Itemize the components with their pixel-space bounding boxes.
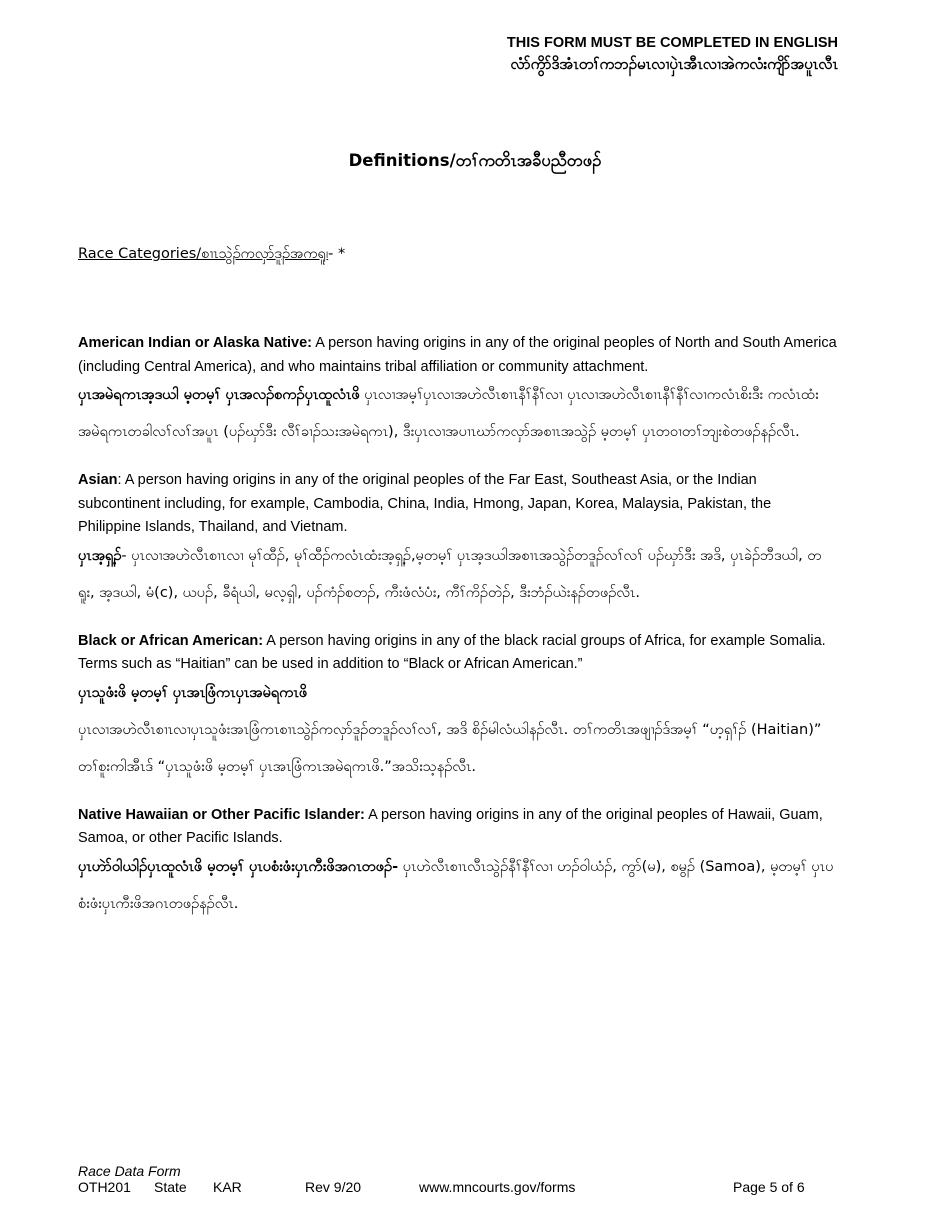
karen-term: ပှၤအ့ရှ့ၣ် — [78, 547, 122, 564]
english-term: Native Hawaiian or Other Pacific Islander: — [78, 806, 365, 823]
page-number: Page 5 of 6 — [733, 1179, 805, 1195]
english-notice: THIS FORM MUST BE COMPLETED IN ENGLISH — [506, 35, 838, 51]
karen-term: ပှၤအမဲရကၤအ့ဒယါ မ့တမ့ၢ် ပှၤအလၣ်စကၣ်ပှၤထူလံၤဖိ — [78, 387, 360, 403]
form-code: OTH201 — [78, 1179, 131, 1195]
race-categories-suffix: - * — [328, 246, 346, 262]
karen-notice: လံာ်ကွိာ်ဒိအံၤတၢ်ကဘၣ်မၤလၢပှဲၤအီၤလၢအဲကလံးကျိာ်အပူၤလီၤ — [510, 55, 838, 73]
form-header — [507, 34, 838, 76]
karen-description: ပှၤဟဲလီၤစၢၤလီၤသွဲၣ်နီၢ်နီၢ်လၢ ဟၣ်ဝါယံၣ်, ကွာ်(မ), စမွၣ် (Samoa), မ့တမ့ၢ် ပှၤပစံးဖံးပှၤကီးဖိအဂၤတဖၣ်နၣ်လီၤ. — [78, 858, 834, 912]
karen-term: ပှၤဟဲာ်ဝါယါၣ်ပှၤထူလံၤဖိ မ့တမ့ၢ် ပှၤပစံးဖံးပှၤကီးဖိအဂၤတဖၣ်- — [78, 858, 399, 875]
page-title: Definitions/တၢ်ကတိၤအခီပညီတဖၣ် — [348, 151, 602, 170]
karen-definition — [78, 849, 838, 923]
karen-definition — [78, 377, 838, 451]
language-code: KAR — [213, 1179, 242, 1195]
karen-description: - ပှၤလၢအဟဲလီၤစၢၤလၢ မုၢ်ထီၣ်, မုၢ်ထီၣ်ကလံၤထံးအ့ရှ့ၣ်,မ့တမ့ၢ် ပှၤအ့ဒယါအစၢၤအသွဲၣ်တဒူၣ်လၢ်လၢ် ပၣ်ဃှာ်ဒီး အဒိ, ပှၤခဲၣ်ဘီဒယါ, တရူး, အ့ဒယါ, မံ(c), ယပၣ်, ခီရံယါ, မလ့ရှါ, ပၣ်ကံၣ်စတၣ်, ကီးဖံလံပံး, ကီၢ်ကိၣ်တဲၣ်, ဒီးဘံၣ်ယဲးနၣ်တဖၣ်လီၤ. — [78, 547, 822, 601]
definition-native-hawaiian — [78, 804, 838, 923]
race-categories-label: Race Categories/စၢၤသွဲၣ်ကလှာ်ဒူၣ်အကရူ၊ — [78, 246, 329, 262]
english-description: : A person having origins in any of the original peoples of the Far East, Southeast Asia, or the Indian subcontinent including, for example, Cambodia, China, India, Hmong, Japan, Korea, Malaysia, Pakistan, the Philippine Islands, Thailand, and Vietnam. — [78, 472, 772, 535]
english-definition — [78, 630, 838, 677]
english-description: A person having origins in any of the original peoples of Hawaii, Guam, Samoa, or other Pacific Islands. — [78, 806, 823, 846]
definition-asian — [78, 469, 838, 612]
english-description: A person having origins in any of the black racial groups of Africa, for example Somalia. Terms such as “Haitian” can be used in addition to “Black or African American.” — [78, 632, 826, 672]
karen-description: ပှၤလၢအမ့ၢ်ပှၤလၢအဟဲလီၤစၢၤနီၢ်နီၢ်လၢ ပှၤလၢအဟဲလီၤစၢၤနီၢ်နီၢ်လၢကလံၤစိးဒီး ကလံၤထံးအမဲရကၤတခါလၢ်လၢ်အပူၤ (ပၣ်ဃှာ်ဒီး လီၢ်ခၢၣ်သးအမဲရကၤ), ဒီးပှၤလၢအပၢၤဃာ်ကလှာ်အစၢၤအသွဲၣ် မ့တမ့ၢ် ပှၤတဝၢတၢ်ဘျးစဲတဖၣ်နၣ်လီၤ. — [78, 387, 819, 440]
english-term: American Indian or Alaska Native: — [78, 335, 312, 351]
definition-american-indian — [78, 332, 838, 451]
form-name: Race Data Form — [78, 1163, 181, 1179]
race-categories-heading — [78, 242, 345, 266]
english-definition — [78, 804, 838, 851]
page-footer — [78, 1163, 858, 1197]
karen-definition — [78, 538, 838, 612]
english-definition — [78, 469, 838, 540]
footer-meta-row — [78, 1179, 858, 1197]
karen-term: ပှၤသူဖံးဖိ မ့တမ့ၢ် ပှၤအၤဖြံကၤပှၤအမဲရကၤဖိ — [78, 684, 308, 701]
english-term: Asian — [78, 472, 118, 488]
english-description: A person having origins in any of the original peoples of North and South America (including Central America), and who maintains tribal affiliation or community attachment. — [78, 335, 837, 375]
english-term: Black or African American: — [78, 632, 264, 649]
website-link[interactable]: www.mncourts.gov/forms — [419, 1179, 576, 1195]
english-definition — [78, 332, 838, 379]
karen-definition — [78, 675, 838, 786]
jurisdiction: State — [154, 1179, 187, 1195]
revision: Rev 9/20 — [305, 1179, 362, 1195]
definition-black-african-american — [78, 630, 838, 786]
karen-description: ပှၤလၢအဟဲလီၤစၢၤလၢပှၤသူဖံးအၤဖြံကၤစၢၤသွဲၣ်ကလှာ်ဒူၣ်တဒူၣ်လၢ်လၢ်, အဒိ စိၣ်မါလံယါနၣ်လီၤ. တၢ်ကတိၤအဖျၢၣ်ဒ်အမ့ၢ် “ဟ့ရှၢ်ၣ် (Haitian)” တၢ်စူးကါအီၤဒ် “ပှၤသူဖံးဖိ မ့တမ့ၢ် ပှၤအၤဖြံကၤအမဲရကၤဖိ.”အသိးသ့နၣ်လီၤ. — [78, 721, 822, 775]
definitions-list — [78, 332, 838, 941]
